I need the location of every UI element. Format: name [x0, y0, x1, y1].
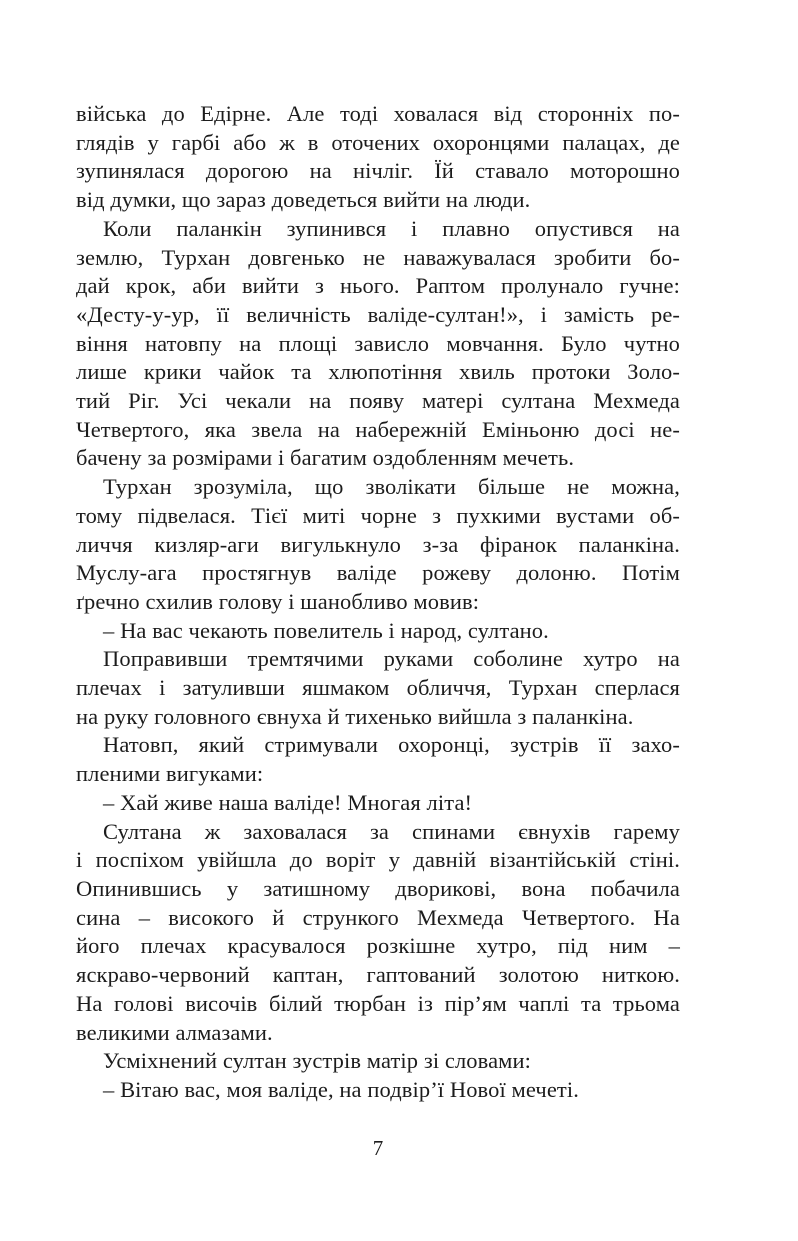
text-line: землю, Турхан довгенько не наважувалася зробити бо- — [76, 244, 680, 270]
text-line: Коли паланкін зупинився і плавно опустився на — [103, 215, 680, 241]
text-line: сина – високого й стрункого Мехмеда Четвертого. На — [76, 904, 680, 930]
paragraph — [76, 645, 680, 731]
text-line: На голові височів білий тюрбан із пір’ям чаплі та трьома — [76, 990, 680, 1016]
paragraph — [76, 731, 680, 788]
text-line: Опинившись у затишному дворикові, вона побачила — [76, 875, 680, 901]
paragraph — [76, 617, 680, 646]
text-line: – Вітаю вас, моя валіде, на подвір’ї Нової мечеті. — [103, 1076, 579, 1102]
text-line: пленими вигуками: — [76, 761, 264, 787]
text-line: Натовп, який стримували охоронці, зустрів її захо- — [103, 732, 680, 758]
text-line: великими алмазами. — [76, 1019, 273, 1045]
text-line: личчя кизляр-аги вигулькнуло з-за фіранок паланкіна. — [76, 531, 680, 557]
text-line: Турхан зрозуміла, що зволікати більше не можна, — [103, 474, 680, 500]
text-line: – Хай живе наша валіде! Многая літа! — [103, 789, 473, 815]
paragraph — [76, 818, 680, 1048]
text-line: ґречно схилив голову і шанобливо мовив: — [76, 588, 480, 614]
text-line: лише крики чайок та хлюпотіння хвиль протоки Золо- — [76, 359, 680, 385]
text-line: яскраво-червоний каптан, гаптований золотою ниткою. — [76, 962, 680, 988]
text-line: – На вас чекають повелитель і народ, султано. — [103, 617, 549, 643]
text-line: на руку головного євнуха й тихенько вийшла з паланкіна. — [76, 703, 634, 729]
page-number: 7 — [372, 1136, 384, 1160]
text-line: тому підвелася. Тієї миті чорне з пухкими вустами об- — [76, 502, 680, 528]
paragraph — [76, 1047, 680, 1076]
text-line: війська до Едірне. Але тоді ховалася від сторонніх по- — [76, 101, 680, 126]
paragraph — [76, 473, 680, 617]
text-line: Султана ж заховалася за спинами євнухів гарему — [103, 818, 680, 844]
paragraph — [76, 100, 680, 215]
text-line: плечах і затуливши яшмаком обличчя, Турхан сперлася — [76, 675, 680, 701]
paragraph — [76, 789, 680, 818]
text-line: і поспіхом увійшла до воріт у давній візантійській стіні. — [76, 847, 680, 873]
text-line: глядів у гарбі або ж в оточених охоронцями палацах, де — [76, 129, 680, 155]
text-line: дай крок, аби вийти з нього. Раптом пролунало гучне: — [76, 273, 680, 299]
text-line: Муслу-ага простягнув валіде рожеву долоню. Потім — [76, 560, 680, 586]
text-line: зупинялася дорогою на нічліг. Їй ставало моторошно — [76, 158, 680, 184]
text-line: від думки, що зараз доведеться вийти на люди. — [76, 187, 531, 213]
text-line: «Десту-у-ур, її величність валіде-султан!», і замість ре- — [76, 301, 680, 327]
text-line: Поправивши тремтячими руками соболине хутро на — [103, 646, 680, 672]
text-line: бачену за розмірами і багатим оздобленням мечеть. — [76, 445, 575, 471]
text-line: віння натовпу на площі зависло мовчання. Було чутно — [76, 330, 680, 356]
text-line: Четвертого, яка звела на набережній Еміньоню досі не- — [76, 416, 680, 442]
text-line: Усміхнений султан зустрів матір зі словами: — [103, 1048, 531, 1074]
text-block — [76, 100, 680, 1105]
text-line: його плечах красувалося розкішне хутро, під ним – — [76, 933, 680, 959]
paragraph — [76, 1076, 680, 1105]
paragraph — [76, 215, 680, 473]
text-line: тий Ріг. Усі чекали на появу матері султана Мехмеда — [76, 388, 680, 414]
